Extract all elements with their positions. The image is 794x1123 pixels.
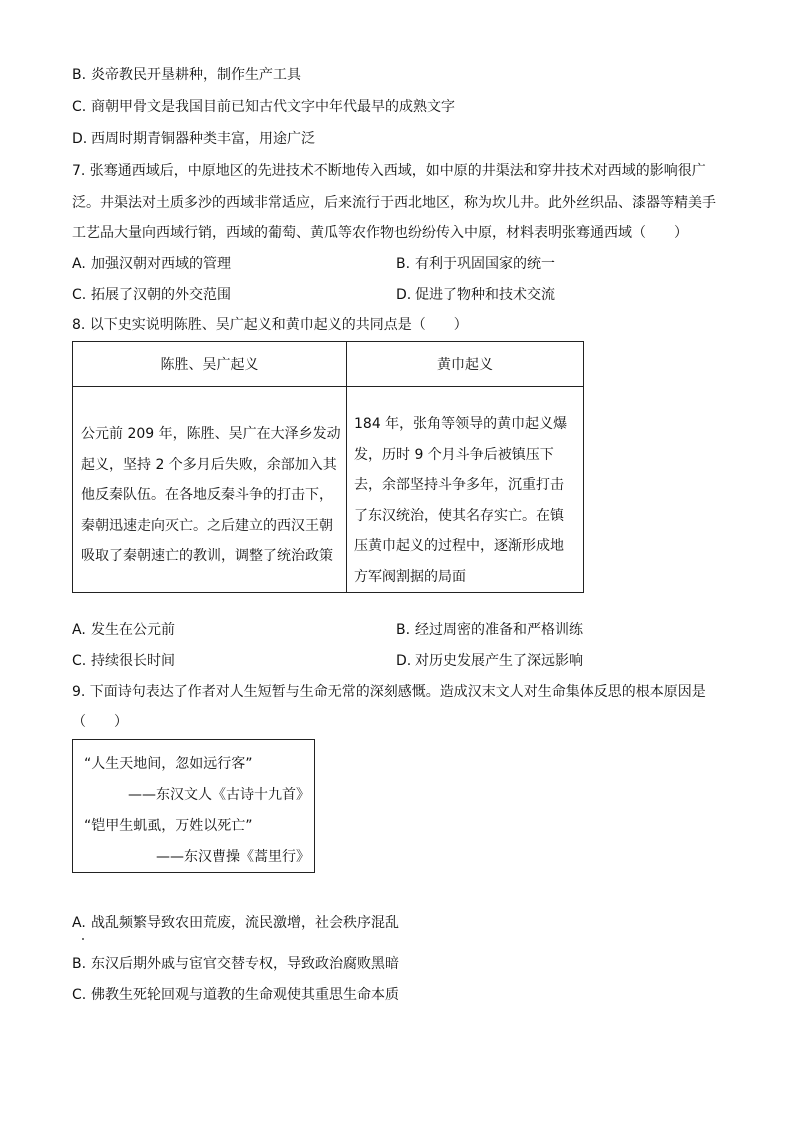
option-text: 加强汉朝对西域的管理 xyxy=(91,256,231,272)
q8-option-c xyxy=(72,652,175,670)
option-text: 东汉后期外戚与宦官交替专权，导致政治腐败黑暗 xyxy=(91,956,399,972)
table-header-chensheng: 陈胜、吴广起义 xyxy=(73,342,347,387)
cell-line: 压黄巾起义的过程中，逐渐形成地 xyxy=(354,538,564,554)
poem-verse-2: “铠甲生虮虱，万姓以死亡” xyxy=(84,818,253,834)
cell-line: 184 年，张角等领导的黄巾起义爆 xyxy=(354,416,568,432)
option-text: 经过周密的准备和严格训练 xyxy=(415,622,583,638)
option-text: 战乱频繁导致农田荒废，流民激增，社会秩序混乱 xyxy=(91,915,399,931)
q7-stem-line-1: 7. 张骞通西域后，中原地区的先进技术不断地传入西域，如中原的井渠法和穿井技术对西域的影响很广 xyxy=(72,163,706,179)
q6-option-c xyxy=(72,98,455,116)
poem-source-1: ——东汉文人《古诗十九首》 xyxy=(128,787,310,803)
q9-option-b xyxy=(72,955,399,973)
q8-comparison-table xyxy=(72,341,584,593)
q9-poem-box xyxy=(72,739,315,873)
option-letter: A. xyxy=(72,256,86,272)
option-letter: D. xyxy=(396,287,412,303)
option-letter: D. xyxy=(72,131,88,147)
q7-option-b xyxy=(396,255,555,273)
table-header-row xyxy=(73,342,584,387)
q6-option-d xyxy=(72,130,315,148)
option-letter: B. xyxy=(396,622,411,638)
cell-line: 去，余部坚持斗争多年，沉重打击 xyxy=(354,477,564,493)
table-header-huangjin: 黄巾起义 xyxy=(347,342,584,387)
q7-option-a xyxy=(72,255,231,273)
poem-verse-1: “人生天地间，忽如远行客” xyxy=(84,756,253,772)
table-row xyxy=(73,387,584,593)
q8-stem: 8. 以下史实说明陈胜、吴广起义和黄巾起义的共同点是（ ） xyxy=(72,317,468,333)
option-letter: B. xyxy=(72,956,87,972)
cell-line: 他反秦队伍。在各地反秦斗争的打击下， xyxy=(81,487,333,503)
option-text: 促进了物种和技术交流 xyxy=(415,287,555,303)
q8-option-d xyxy=(396,652,583,670)
q9-stem-line-2: （ ） xyxy=(72,714,128,730)
option-text: 商朝甲骨文是我国目前已知古代文字中年代最早的成熟文字 xyxy=(91,99,455,115)
q6-option-b xyxy=(72,66,301,84)
option-letter: C. xyxy=(72,653,87,669)
option-text: 发生在公元前 xyxy=(91,622,175,638)
poem-source-2: ——东汉曹操《蒿里行》 xyxy=(156,849,310,865)
q9-option-c xyxy=(72,986,399,1004)
q7-stem-line-3: 工艺品大量向西域行销，西域的葡萄、黄瓜等农作物也纷纷传入中原，材料表明张骞通西域（ ） xyxy=(72,225,688,241)
q7-stem-line-2: 泛。井渠法对土质多沙的西域非常适应，后来流行于西北地区，称为坎儿井。此外丝织品、漆器等精美手 xyxy=(72,195,716,211)
option-letter: D. xyxy=(396,653,412,669)
cell-line: 吸取了秦朝速亡的教训，调整了统治政策 xyxy=(81,548,333,564)
option-text: 持续很长时间 xyxy=(91,653,175,669)
cell-line: 发，历时 9 个月斗争后被镇压下 xyxy=(354,446,554,463)
option-letter: C. xyxy=(72,287,87,303)
option-text: 西周时期青铜器种类丰富，用途广泛 xyxy=(91,131,315,147)
option-letter: B. xyxy=(72,67,87,83)
option-letter: C. xyxy=(72,99,87,115)
option-letter: B. xyxy=(396,256,411,272)
cell-line: 秦朝迅速走向灭亡。之后建立的西汉王朝 xyxy=(81,517,333,534)
q8-option-b xyxy=(396,621,583,639)
q7-option-c xyxy=(72,286,231,304)
q7-option-d xyxy=(396,286,555,304)
option-text: 炎帝教民开垦耕种，制作生产工具 xyxy=(91,67,301,83)
q9-stem-line-1: 9. 下面诗句表达了作者对人生短暂与生命无常的深刻感慨。造成汉末文人对生命集体反思的根本原因是 xyxy=(72,684,706,700)
option-letter: A. xyxy=(72,622,86,638)
table-cell-huangjin xyxy=(347,387,584,593)
cell-line: 方军阀割据的局面 xyxy=(354,568,466,585)
option-letter: A. xyxy=(72,915,86,931)
cell-line: 起义，坚持 2 个多月后失败，余部加入其 xyxy=(81,456,337,473)
cell-line: 公元前 209 年，陈胜、吴广在大泽乡发动 xyxy=(81,426,341,442)
option-text: 对历史发展产生了深远影响 xyxy=(415,653,583,669)
cell-line: 了东汉统治，使其名存实亡。在镇 xyxy=(354,507,564,524)
q9-option-a xyxy=(72,914,399,932)
q8-option-a xyxy=(72,621,175,639)
option-text: 拓展了汉朝的外交范围 xyxy=(91,287,231,303)
option-text: 佛教生死轮回观与道教的生命观使其重思生命本质 xyxy=(91,987,399,1003)
stray-dot xyxy=(82,938,84,940)
table-cell-chensheng xyxy=(73,387,347,593)
option-letter: C. xyxy=(72,987,87,1003)
option-text: 有利于巩固国家的统一 xyxy=(415,256,555,272)
